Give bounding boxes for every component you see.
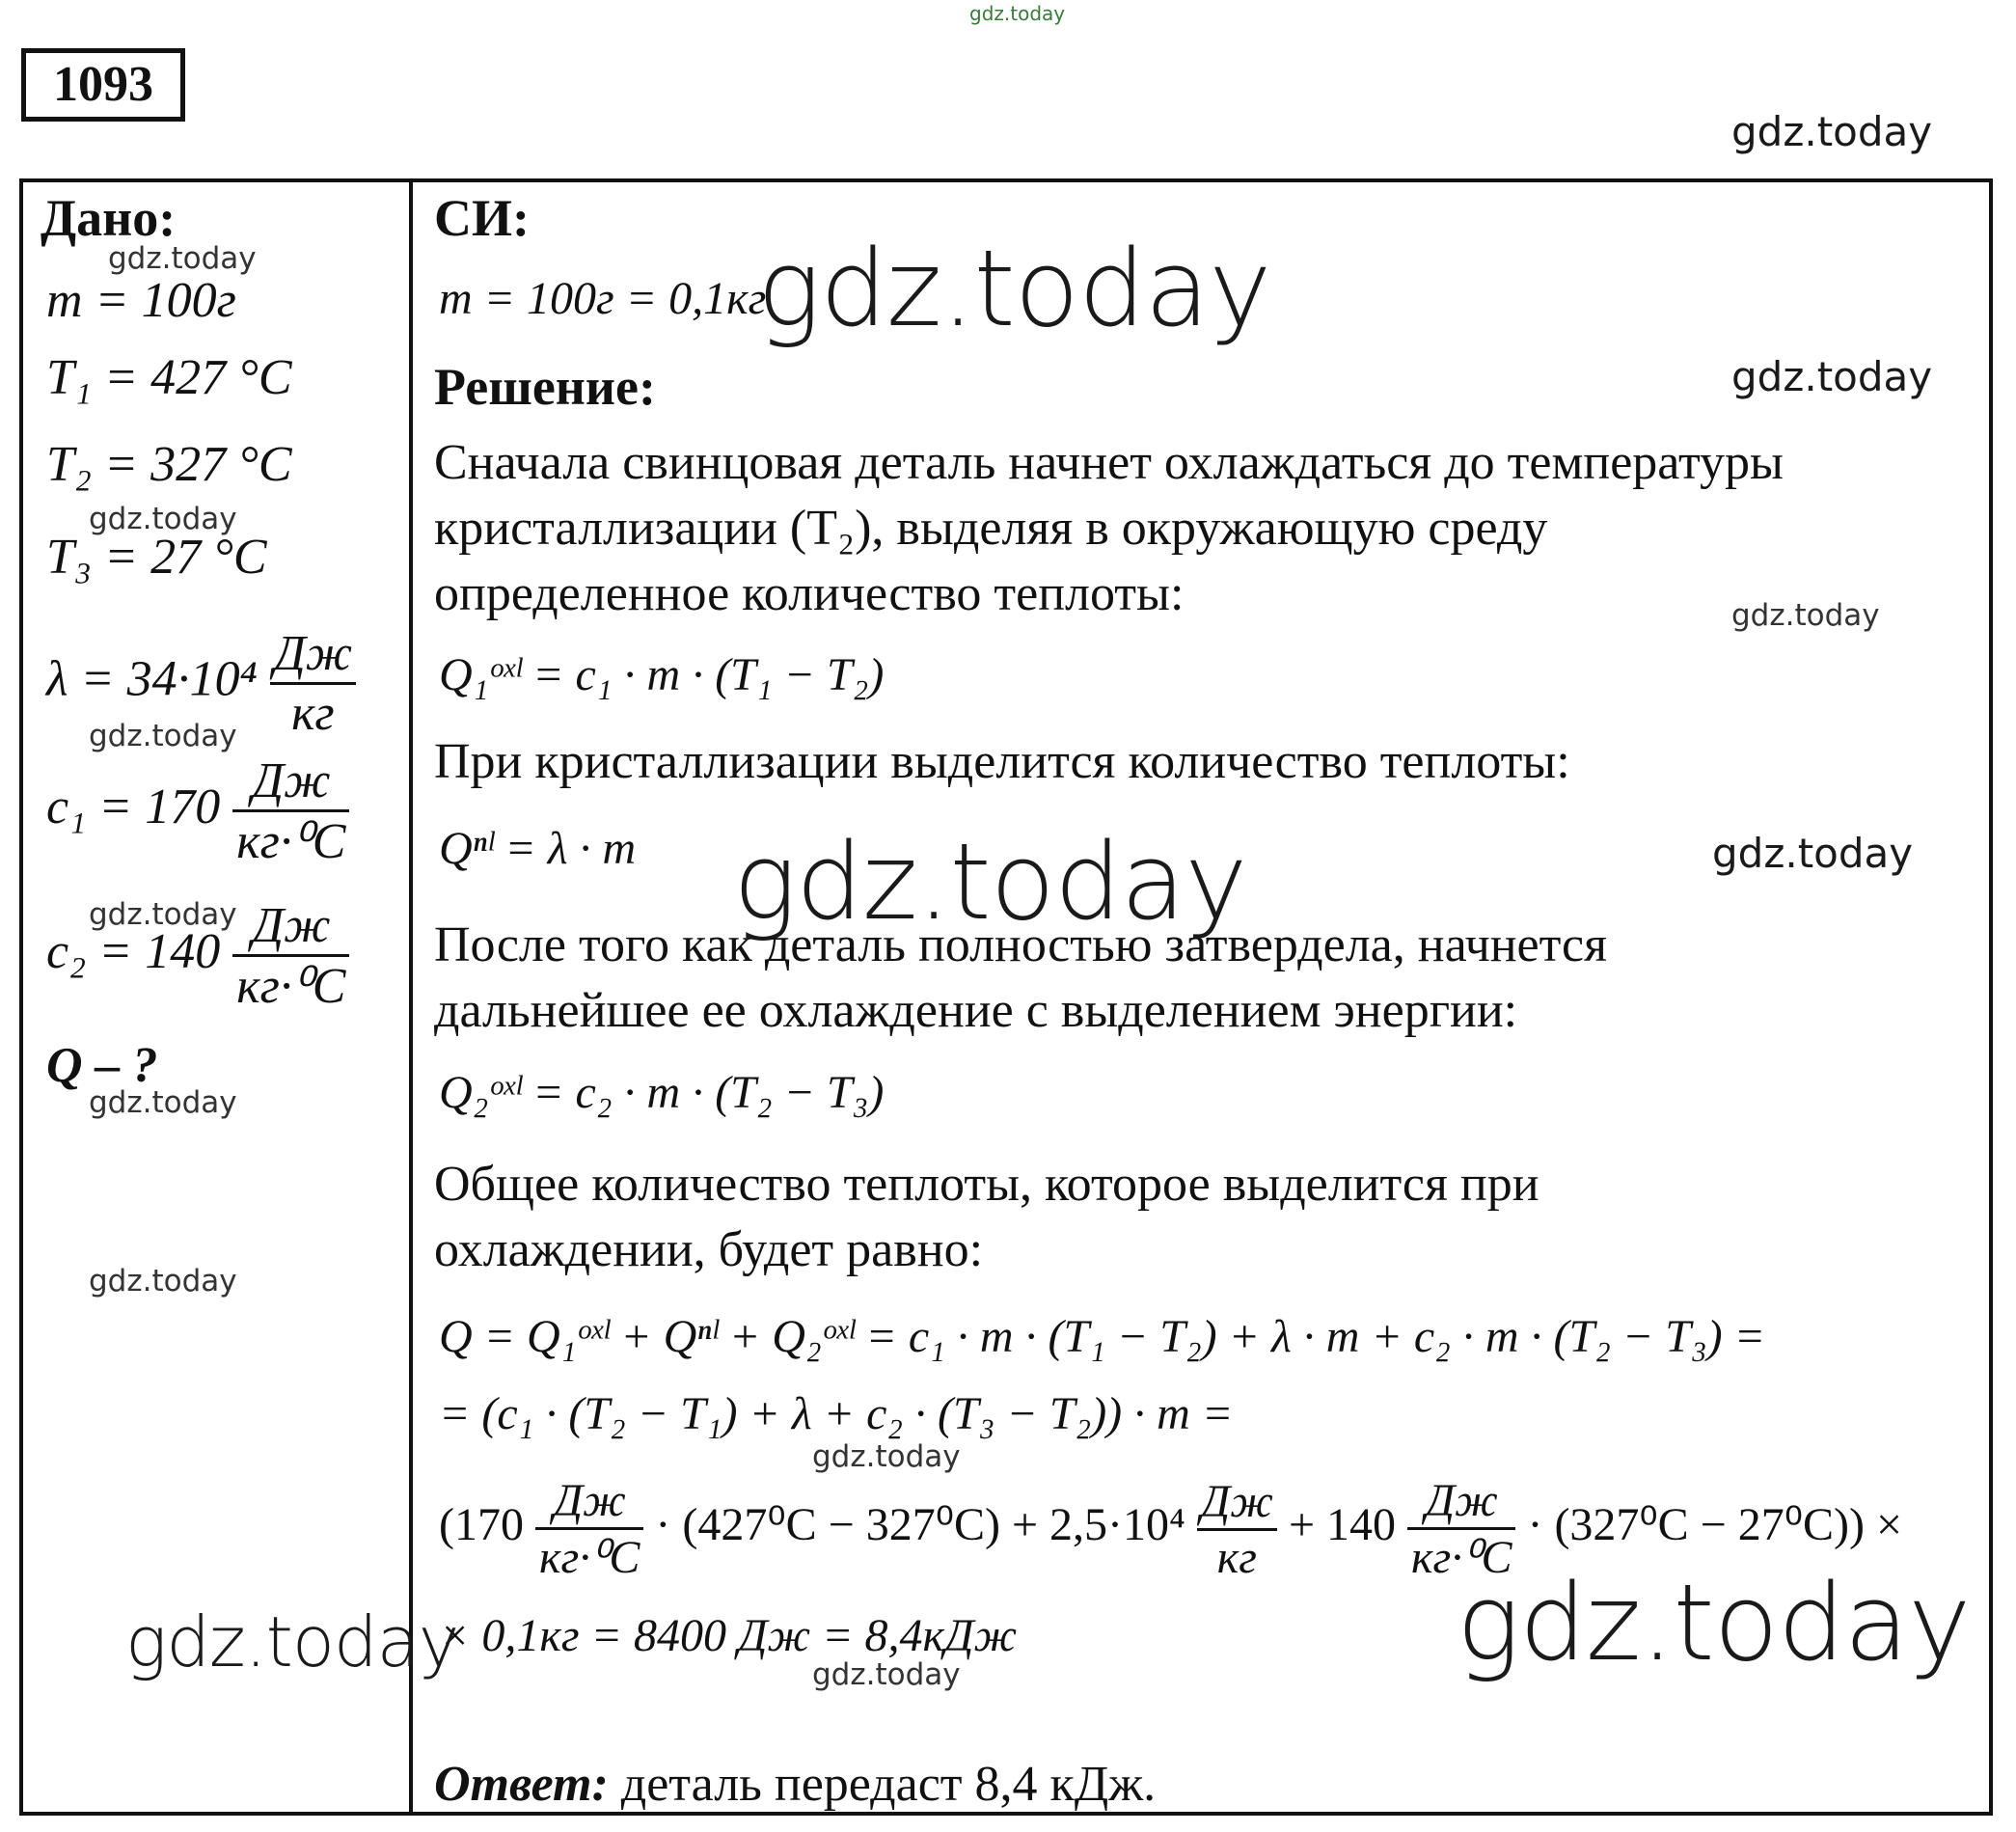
unit-2-num: Дж — [1197, 1475, 1277, 1531]
total-line3-part-d: · (327⁰C − 27⁰C)) × — [1527, 1499, 1903, 1551]
total-line3-unit-1 — [535, 1474, 643, 1584]
formula-crystallization: Qⁿˡ = λ · m — [439, 823, 637, 874]
given-c2 — [46, 897, 349, 1015]
c2-unit-num: Дж — [232, 897, 349, 957]
unit-1-num: Дж — [535, 1474, 643, 1530]
given-c1 — [46, 752, 349, 870]
watermark: gdz.today — [1712, 830, 1914, 877]
watermark: gdz.today — [812, 1439, 961, 1474]
given-mass: m = 100г — [46, 273, 236, 328]
formula-total-line4: × 0,1кг = 8400 Дж = 8,4кДж — [439, 1610, 1018, 1661]
watermark-large: gdz.today — [125, 1601, 459, 1682]
total-line3-part-a: (170 — [439, 1499, 524, 1551]
given-c1-unit — [232, 752, 349, 870]
unit-3-num: Дж — [1407, 1474, 1515, 1530]
column-divider — [409, 178, 413, 1816]
given-t1: T₁ = 427 °C — [46, 350, 292, 405]
total-line3-part-c: + 140 — [1288, 1499, 1397, 1551]
watermark: gdz.today — [1731, 598, 1880, 633]
total-line3-unit-2 — [1197, 1475, 1277, 1584]
watermark: gdz.today — [89, 1085, 237, 1120]
given-lambda-value: λ = 34·10⁴ — [46, 651, 258, 707]
unit-3-den: кг·⁰C — [1411, 1532, 1512, 1583]
unit-2-den: кг — [1216, 1531, 1257, 1583]
solution-heading: Решение: — [434, 358, 656, 416]
formula-cooling-1: Q₁ᵒˣˡ = c₁ · m · (T₁ − T₂) — [439, 649, 885, 700]
solution-para4-line2: охлаждении, будет равно: — [434, 1222, 984, 1277]
total-line3-part-b: · (427⁰C − 327⁰C) + 2,5·10⁴ — [655, 1499, 1185, 1551]
given-c2-unit — [232, 897, 349, 1015]
watermark-large: gdz.today — [757, 227, 1271, 350]
watermark: gdz.today — [108, 241, 257, 276]
formula-cooling-2: Q₂ᵒˣˡ = c₂ · m · (T₂ − T₃) — [439, 1067, 885, 1118]
lambda-unit-num: Дж — [270, 625, 356, 685]
watermark: gdz.today — [89, 1264, 237, 1299]
c2-unit-den: кг·⁰C — [236, 959, 346, 1014]
si-mass: m = 100г = 0,1кг — [439, 273, 767, 324]
solution-para4-line1: Общее количество теплоты, которое выделится при — [434, 1157, 1539, 1212]
watermark: gdz.today — [89, 719, 237, 753]
unit-1-den: кг·⁰C — [538, 1532, 640, 1583]
given-find: Q – ? — [46, 1038, 158, 1093]
lambda-unit-den: кг — [291, 686, 335, 741]
given-t3: T₃ = 27 °C — [46, 530, 267, 585]
watermark-large: gdz.today — [733, 820, 1247, 943]
watermark: gdz.today — [1731, 353, 1933, 400]
answer — [434, 1756, 1156, 1813]
problem-number: 1093 — [21, 48, 185, 122]
formula-total-line2: = (c₁ · (T₂ − T₁) + λ + c₂ · (T₃ − T₂)) · m = — [439, 1388, 1234, 1439]
c1-unit-num: Дж — [232, 752, 349, 812]
watermark-top: gdz.today — [969, 2, 1066, 25]
solution-para3-line1: После того как деталь полностью затвердела, начнется — [434, 917, 1607, 972]
solution-para1-line1: Сначала свинцовая деталь начнет охлаждаться до температуры — [434, 435, 1784, 490]
watermark: gdz.today — [1731, 108, 1933, 155]
formula-total-line1: Q = Q₁ᵒˣˡ + Qⁿˡ + Q₂ᵒˣˡ = c₁ · m · (T₁ − T₂) + λ · m + c₂ · m · (T₂ − T₃) = — [439, 1311, 1766, 1362]
solution-para2: При кристаллизации выделится количество теплоты: — [434, 734, 1570, 789]
solution-para3-line2: дальнейшее ее охлаждение с выделением энергии: — [434, 983, 1518, 1038]
watermark: gdz.today — [89, 897, 237, 932]
watermark-large: gdz.today — [1457, 1561, 1971, 1684]
watermark: gdz.today — [89, 502, 237, 536]
answer-label: Ответ: — [434, 1757, 609, 1812]
given-c2-value: c₂ = 140 — [46, 923, 221, 979]
solution-para1-line2: кристаллизации (T₂), выделяя в окружающую среду — [434, 501, 1548, 556]
given-c1-value: c₁ = 170 — [46, 779, 221, 834]
solution-para1-line3: определенное количество теплоты: — [434, 566, 1185, 621]
given-lambda-unit — [270, 625, 356, 742]
given-heading: Дано: — [41, 189, 177, 247]
given-t2: T₂ = 327 °C — [46, 437, 292, 492]
si-heading: СИ: — [434, 189, 530, 247]
watermark: gdz.today — [812, 1657, 961, 1692]
answer-text: деталь передаст 8,4 кДж. — [620, 1757, 1157, 1812]
c1-unit-den: кг·⁰C — [236, 814, 346, 869]
